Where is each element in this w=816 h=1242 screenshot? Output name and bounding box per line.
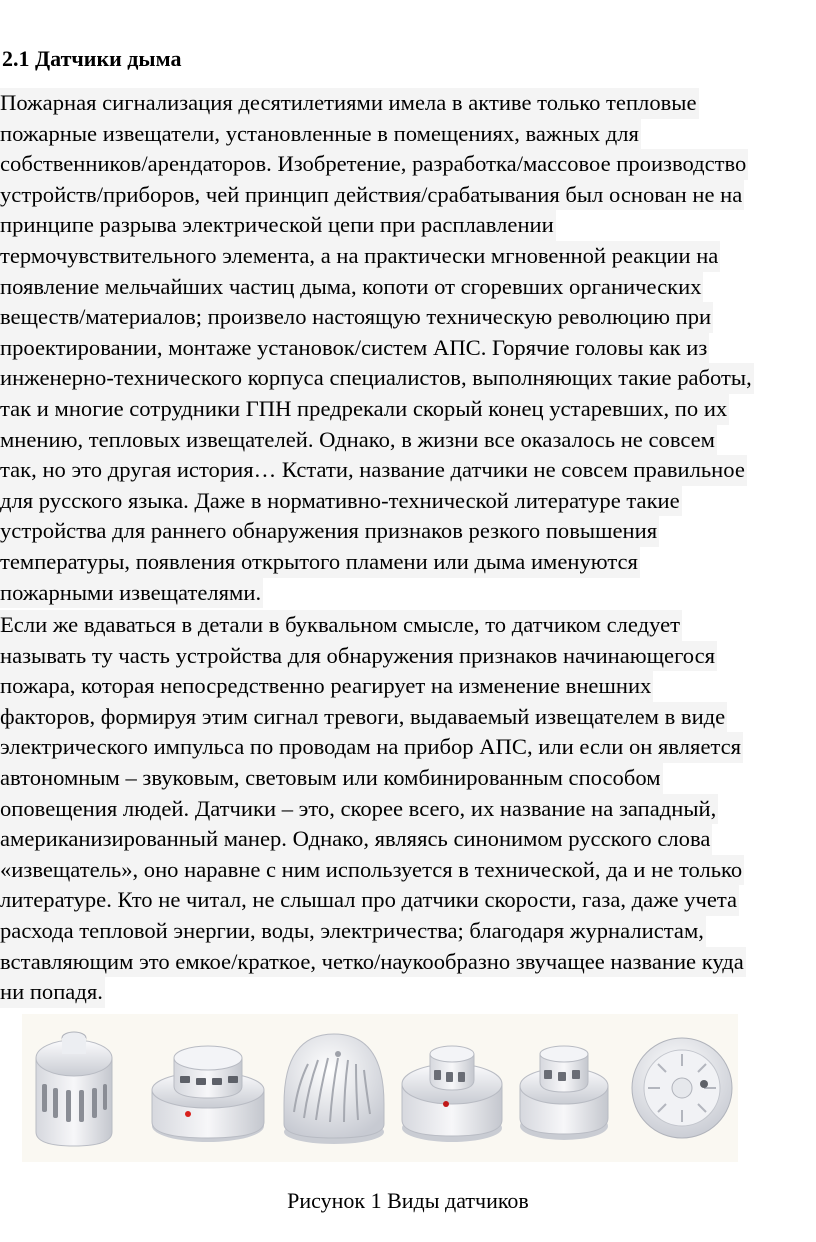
paragraph-line: появление мельчайших частиц дыма, копоти от сгоревших органических [0,272,703,303]
smoke-detector-slotted-icon [152,1046,264,1142]
paragraph-line: пожарные извещатели, установленные в помещениях, важных для [0,119,641,150]
smoke-detector-flat-icon [632,1038,732,1138]
paragraph-line: устройств/приборов, чей принцип действия/срабатывания был основан не на [0,180,744,211]
smoke-detector-round-icon [402,1046,502,1142]
paragraph-line: автономным – звуковым, световым или комбинированным способом [0,763,663,794]
paragraph-line: принципе разрыва электрической цепи при расплавлении [0,210,556,241]
smoke-detector-dome-icon [284,1034,384,1144]
paragraph-line: американизированный манер. Однако, являясь синонимом русского слова [0,824,712,855]
paragraph-line: так и многие сотрудники ГПН предрекали скорый конец устаревших, по их [0,394,729,425]
paragraph-line: пожара, которая непосредственно реагирует на изменение внешних [0,671,653,702]
paragraph-line: инженерно-технического корпуса специалистов, выполняющих такие работы, [0,363,754,394]
paragraph-line: температуры, появления открытого пламени или дыма именуются [0,547,640,578]
paragraph-line: пожарными извещателями. [0,578,263,609]
paragraph-line: устройства для раннего обнаружения признаков резкого повышения [0,516,659,547]
figure-caption: Рисунок 1 Виды датчиков [287,1188,529,1213]
paragraph-line: для русского языка. Даже в нормативно-технической литературе такие [0,486,682,517]
paragraph-line: «извещатель», оно наравне с ним используется в технической, да и не только [0,855,744,886]
paragraph-line: Если же вдаваться в детали в буквальном смысле, то датчиком следует [0,610,682,641]
paragraph-line: называть ту часть устройства для обнаружения признаков начинающегося [0,641,717,672]
paragraph-line: литературе. Кто не читал, не слышал про датчики скорости, газа, даже учета [0,885,739,916]
paragraph-line: факторов, формируя этим сигнал тревоги, выдаваемый извещателем в виде [0,702,727,733]
paragraph-1 [0,88,816,608]
paragraph-2 [0,610,816,1008]
paragraph-line: проектировании, монтаже установок/систем АПС. Горячие головы как из [0,333,709,364]
smoke-detector-tall-icon [36,1032,112,1146]
detector-types-figure [22,1014,738,1162]
paragraph-line: термочувствительного элемента, а на практически мгновенной реакции на [0,241,720,272]
section-heading: 2.1 Датчики дыма [2,46,182,71]
paragraph-line: расхода тепловой энергии, воды, электричества; благодаря журналистам, [0,916,706,947]
paragraph-line: собственников/арендаторов. Изобретение, разработка/массовое производство [0,149,748,180]
paragraph-line: мнению, тепловых извещателей. Однако, в жизни все оказалось не совсем [0,425,717,456]
paragraph-line: электрического импульса по проводам на прибор АПС, или если он является [0,732,743,763]
paragraph-line: так, но это другая история… Кстати, название датчики не совсем правильное [0,455,747,486]
smoke-detector-round-small-icon [520,1046,608,1140]
paragraph-line: вставляющим это емкое/краткое, четко/наукообразно звучащее название куда [0,947,746,978]
paragraph-line: ни попадя. [0,977,105,1008]
paragraph-line: оповещения людей. Датчики – это, скорее всего, их название на западный, [0,794,718,825]
paragraph-line: веществ/материалов; произвело настоящую техническую революцию при [0,302,713,333]
paragraph-line: Пожарная сигнализация десятилетиями имела в активе только тепловые [0,88,699,119]
